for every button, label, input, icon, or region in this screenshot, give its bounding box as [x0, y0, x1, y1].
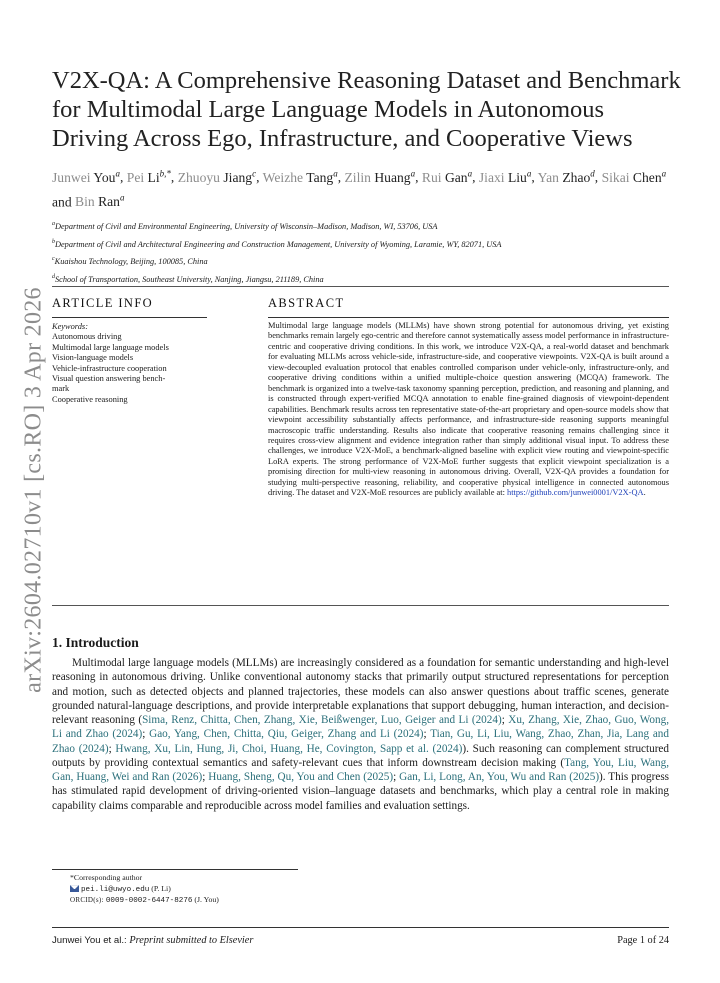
citation-link[interactable]: Gan, Li, Long, An, You, Wu and Ran (2025) — [399, 771, 600, 783]
author-name: Junwei You$^a$ — [52, 168, 120, 185]
arxiv-side-stamp — [14, 255, 54, 725]
keyword-item: Multimodal large language models — [52, 342, 169, 352]
article-info-heading: ARTICLE INFO — [52, 296, 154, 310]
introduction-paragraph: Multimodal large language models (MLLMs) are increasingly considered as a foundation for semantic understanding and high-level reasoning in autonomous driving. Unlike conventional autonomy stacks that primarily output structured representations for perception and motion, such as detected objects and planned trajectories, these models can also answer questions about traffic scenes, generate grounded natural-language descriptions, and provide interpretable explanations that support debugging, human interaction, and decision-relevant reasoning (Sima, Renz, Chitta, Chen, Zhang, Xie, Beißwenger, Luo, Geiger and Li (2024); Xu, Zhang, Xie, Zhao, Guo, Wong, Li and Zhao (2024); Gao, Yang, Chen, Chitta, Qiu, Geiger, Zhang and Li (2024); Tian, Gu, Li, Liu, Wang, Zhao, Zhan, Jia, Lang and Zhao (2024); Hwang, Xu, Lin, Hung, Ji, Choi, Huang, He, Covington, Sapp et al. (2024)). Such reasoning can complement structured outputs by providing contextual semantics and safety-relevant cues that inform downstream decision making (Tang, You, Liu, Wang, Gan, Huang, Wei and Ran (2026); Huang, Sheng, Qu, You and Chen (2025); Gan, Li, Long, An, You, Wu and Ran (2025)). This progress has stimulated rapid development of driving-oriented vision–language datasets and benchmarks, which play a central role in making capability claims comparable and reproducible across model families and evaluation settings. — [52, 657, 670, 812]
dataset-link[interactable]: https://github.com/junwei0001/V2X-QA — [507, 488, 644, 498]
keywords-label: Keywords: — [52, 322, 88, 331]
citation-link[interactable]: Xu, Zhang, Xie, Zhao, Guo, Wong, Li and Zhao (2024) — [52, 714, 669, 741]
abstract-text: Multimodal large language models (MLLMs) have shown strong potential for autonomous driving, yet existing benchmarks remain largely ego-centric and therefore cannot systematically assess model performance in infrastructure-centric and cooperative driving conditions. In this work, we introduce V2X-QA, a real-world dataset and benchmark for evaluating MLLMs across vehicle-side, infrastructure-side, and cooperative viewpoints. V2X-QA is built around a view-decoupled evaluation protocol that enables controlled comparison under vehicle-only, infrastructure-only, and cooperative driving conditions within a unified multiple-choice question answering (MCQA) framework. The benchmark is organized into a twelve-task taxonomy spanning perception, prediction, and reasoning and planning, and is constructed through expert-verified MCQA annotation to enable fine-grained diagnosis of viewpoint-dependent capabilities. Benchmark results across ten representative state-of-the-art proprietary and open-source models show that viewpoint accessibility substantially affects performance, and infrastructure-side reasoning supports meaningful macroscopic traffic understanding. Results also indicate that cooperative reasoning remains challenging since it requires cross-view alignment and evidence integration rather than simply additional visual input. To address these challenges, we introduce V2X-MoE, a benchmark-aligned baseline with explicit view routing and viewpoint-specific LoRA experts. The strong performance of V2X-MoE further suggests that explicit viewpoint specialization is a promising direction for multi-view reasoning in autonomous driving. Overall, V2X-QA provides a foundation for studying multi-perspective reasoning, reliability, and cooperative physical intelligence in connected autonomous driving. The dataset and V2X-MoE resources are publicly available at: https://github.com/junwei0001/V2X-QA. — [268, 321, 669, 498]
author-list: Junwei You$^a$, Pei $Li^{b,*}$, Zhuoyu Jiang$^c$, Weizhe Tang$^a$, Zilin Huang$^a$, Rui Gan$^a$, Jiaxi Liu$^a$, Yan Zhao$^d$, Sikai Chen$^a$ and Bin Ran$^a$ — [52, 168, 667, 210]
top-divider — [52, 286, 669, 287]
citation-link[interactable]: Gao, Yang, Chen, Chitta, Qiu, Geiger, Zhang and Li (2024) — [149, 728, 424, 741]
keyword-item: Vision-language models — [52, 353, 134, 363]
affiliations — [52, 217, 672, 287]
citation-link[interactable]: Hwang, Xu, Lin, Hung, Ji, Choi, Huang, He, Covington, Sapp et al. (2024) — [115, 742, 463, 755]
footnote — [52, 873, 352, 907]
keyword-item: mark — [52, 384, 70, 394]
affiliation-b: $^b$Department of Civil and Architectural Engineering and Construction Management, University of Wyoming, Laramie, WY, 82071, USA — [52, 238, 502, 249]
orcid-line: ORCID(s): 0009-0002-6447-8276 (J. You) — [70, 895, 219, 906]
section-divider — [52, 605, 669, 606]
arxiv-stamp-text: arXiv:2604.02710v1 [cs.RO] 3 Apr 2026 — [20, 287, 47, 693]
affiliation-c: $^c$Kuaishou Technology, Beijing, 100085, China — [52, 256, 208, 266]
keywords-block — [52, 322, 212, 405]
page-number: Page 1 of 24 — [617, 935, 669, 946]
abstract-heading: ABSTRACT — [268, 296, 345, 310]
citation-link[interactable]: Sima, Renz, Chitta, Chen, Zhang, Xie, Beißwenger, Luo, Geiger and Li (2024) — [142, 714, 502, 726]
author-name: Zhuoyu Jiang$^c$ — [177, 168, 257, 185]
article-info-rule — [52, 317, 207, 318]
author-name: Sikai Chen$^a$ — [601, 168, 667, 185]
footnote-rule — [52, 869, 298, 870]
keyword-item: Visual question answering bench- — [52, 374, 166, 384]
keyword-item: Cooperative reasoning — [52, 394, 128, 404]
citation-link[interactable]: Huang, Sheng, Qu, You and Chen (2025) — [208, 771, 394, 783]
author-name: Weizhe Tang$^a$ — [262, 168, 338, 185]
corresponding-author-note: *Corresponding author — [70, 873, 143, 882]
citation-link[interactable]: Tian, Gu, Li, Liu, Wang, Zhao, Zhan, Jia, Lang and Zhao (2024) — [52, 728, 669, 755]
email-line: pei.li@uwyo.edu (P. Li) — [52, 884, 352, 896]
orcid-id[interactable]: 0009-0002-6447-8276 — [105, 897, 193, 906]
footer-rule — [52, 927, 669, 928]
email-link[interactable]: pei.li@uwyo.edu — [81, 885, 150, 894]
author-name: Bin Ran$^a$ — [75, 192, 125, 210]
author-name: Pei $Li^{b,*}$ — [126, 168, 171, 185]
author-name: Jiaxi Liu$^a$ — [478, 168, 532, 185]
abstract-rule — [268, 317, 669, 318]
envelope-icon — [70, 885, 79, 892]
affiliation-a: $^a$Department of Civil and Environmental Engineering, University of Wisconsin–Madison, Madison, WI, 53706, USA — [52, 221, 438, 231]
citation-link[interactable]: Tang, You, Liu, Wang, Gan, Huang, Wei and Ran (2026) — [52, 756, 669, 783]
keyword-item: Autonomous driving — [52, 332, 122, 342]
section-heading-introduction: 1. Introduction — [52, 635, 139, 650]
author-name: Yan Zhao$^d$ — [537, 168, 595, 185]
footer-citation: Junwei You et al.: Preprint submitted to Elsevier — [52, 935, 254, 946]
keyword-item: Vehicle-infrastructure cooperation — [52, 363, 167, 373]
author-name: Zilin Huang$^a$ — [344, 168, 416, 185]
paper-title: V2X-QA: A Comprehensive Reasoning Dataset and Benchmark for Multimodal Large Language Models in Autonomous Driving Across Ego, Infrastructure, and Cooperative Views — [52, 67, 681, 152]
affiliation-d: $^d$School of Transportation, Southeast University, Nanjing, Jiangsu, 211189, China — [52, 273, 324, 284]
author-name: Rui Gan$^a$ — [421, 168, 473, 185]
